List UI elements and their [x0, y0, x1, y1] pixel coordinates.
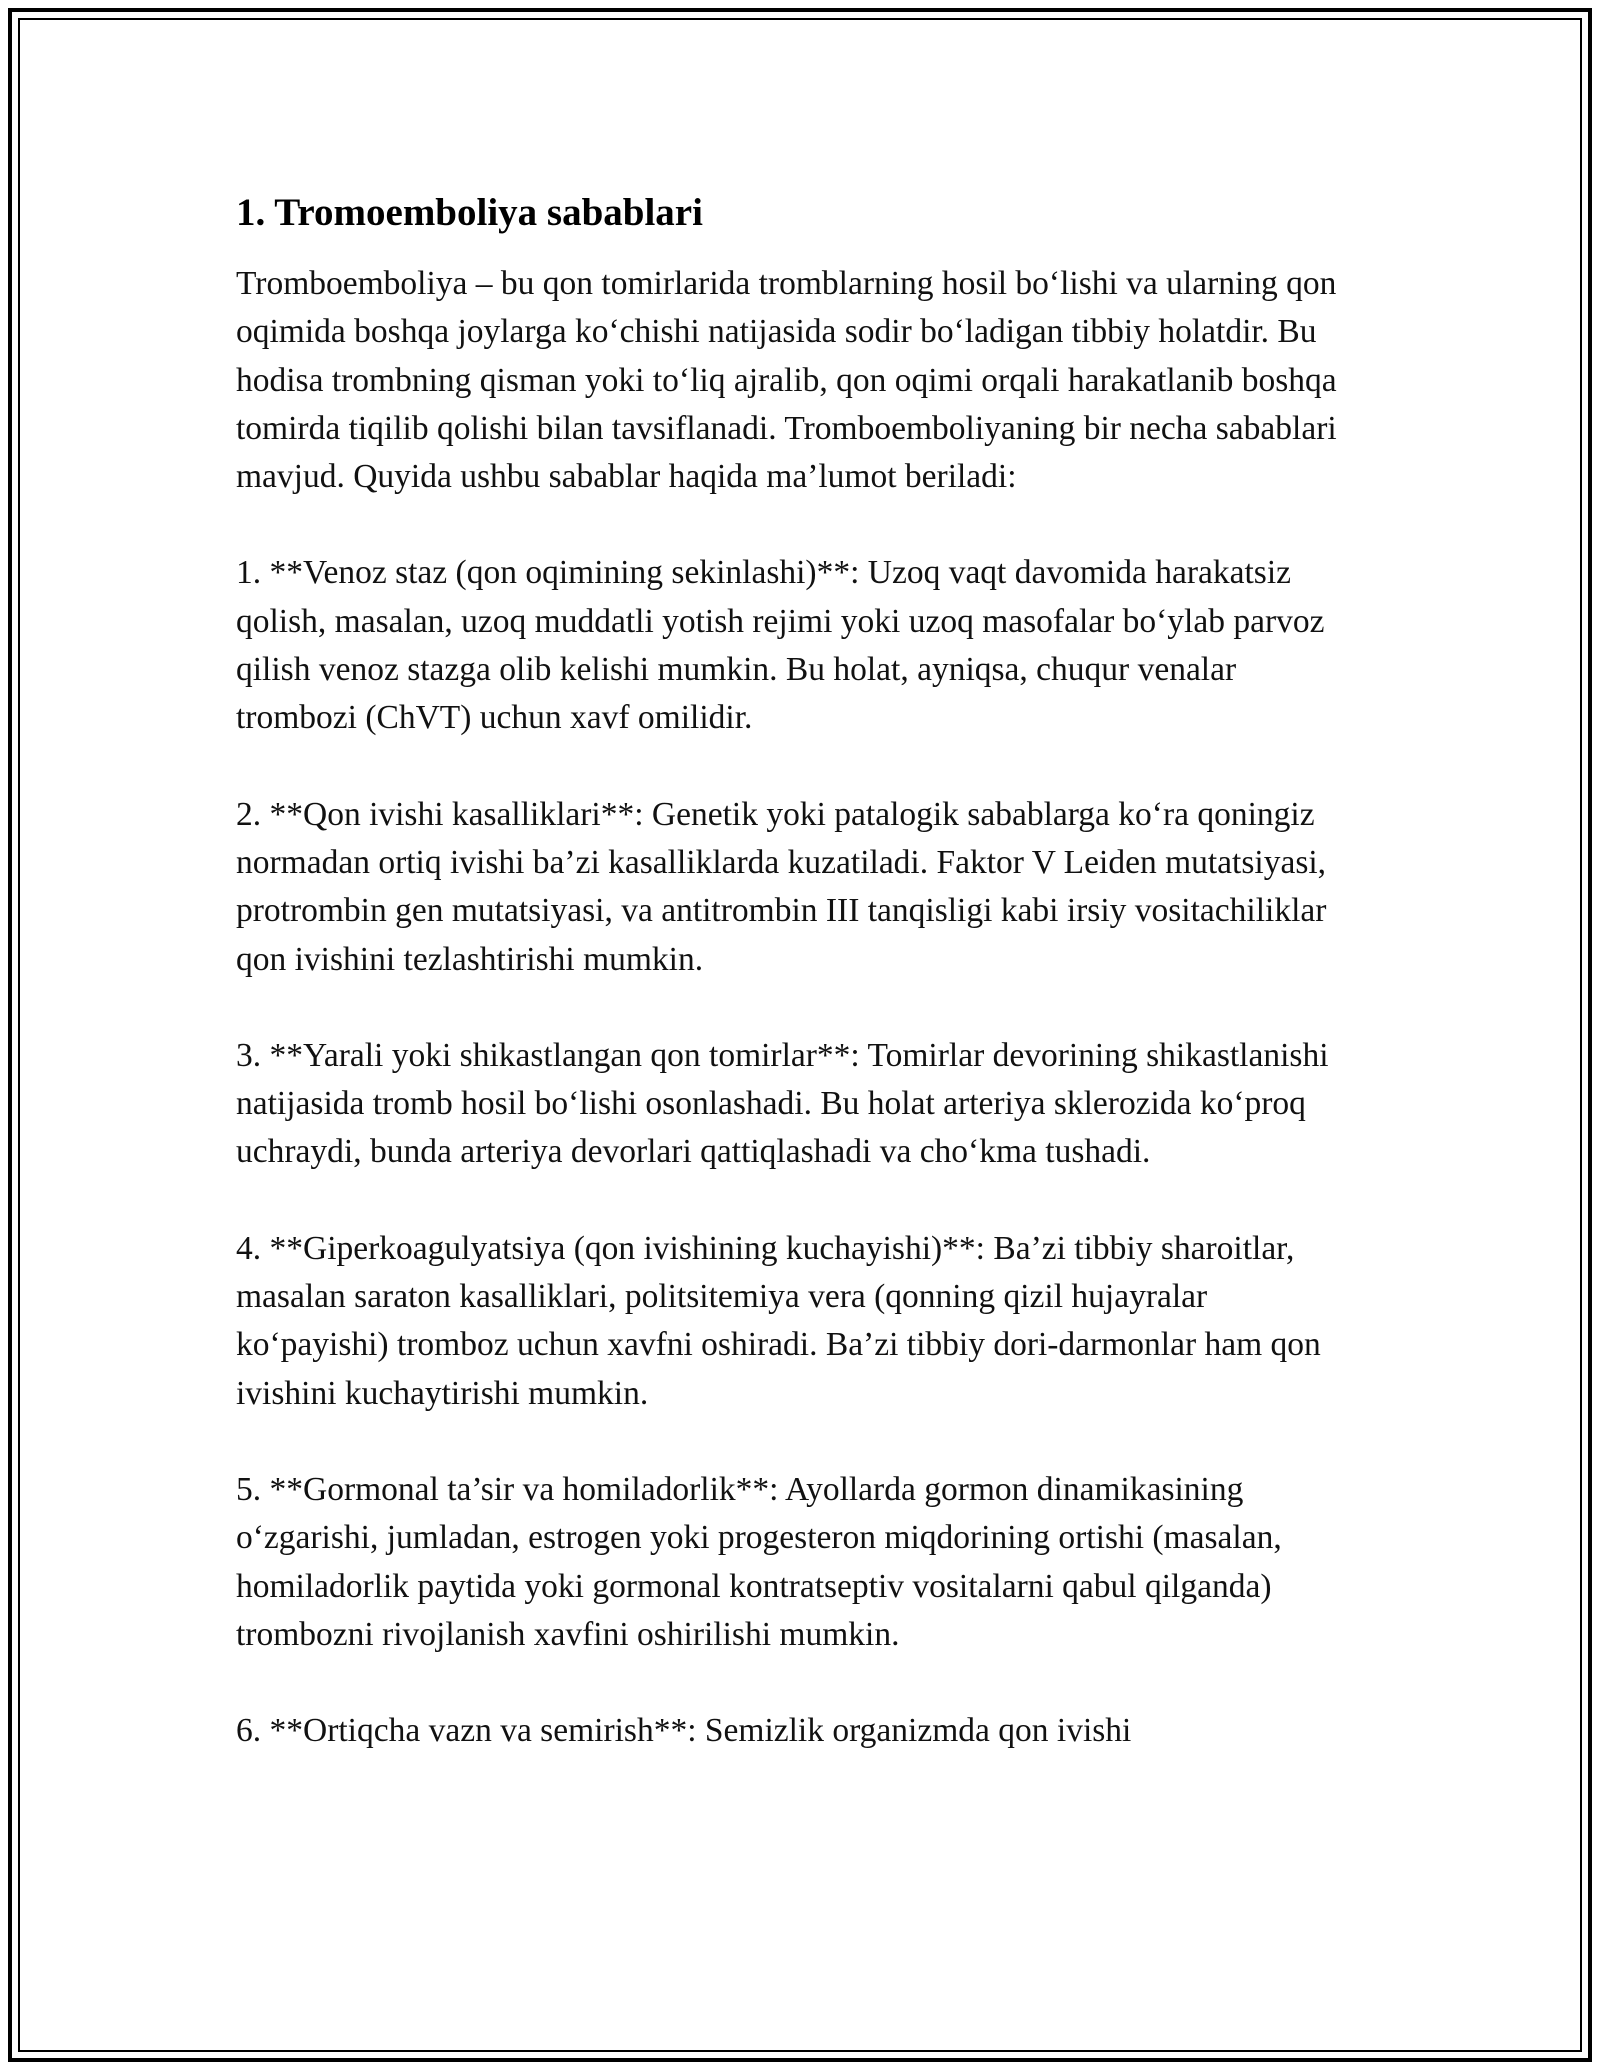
list-item-gormonal-tasir: 5. **Gormonal ta’sir va homiladorlik**: Ayollarda gormon dinamikasining o‘zgarishi, jumladan, estrogen yoki progesteron miqdorining ortishi (masalan, homiladorlik paytida yoki gormonal kontratseptiv vositalarni qabul qilganda) trombozni rivojlanish xavfini oshirilishi mumkin. [236, 1470, 1282, 1653]
intro-paragraph: Tromboemboliya – bu qon tomirlarida tromblarning hosil bo‘lishi va ularning qon oqimida boshqa joylarga ko‘chishi natijasida sodir bo‘ladigan tibbiy holatdir. Bu hodisa trombning qisman yoki to‘liq ajralib, qon oqimi orqali harakatlanib boshqa tomirda tiqilib qolishi bilan tavsiflanadi. Tromboemboliyaning bir necha sabablari mavjud. Quyida ushbu sabablar haqida ma’lumot beriladi: [236, 265, 1337, 496]
document-body [236, 186, 1356, 1755]
list-item-venoz-staz: 1. **Venoz staz (qon oqimining sekinlashi)**: Uzoq vaqt davomida harakatsiz qolish, masalan, uzoq muddatli yotish rejimi yoki uzoq masofalar bo‘ylab parvoz qilish venoz stazga olib kelishi mumkin. Bu holat, ayniqsa, chuqur venalar trombozi (ChVT) uchun xavf omilidir. [236, 554, 1325, 737]
list-item-qon-ivishi-kasalliklari: 2. **Qon ivishi kasalliklari**: Genetik yoki patalogik sabablarga ko‘ra qoningiz normadan ortiq ivishi ba’zi kasalliklarda kuzatiladi. Faktor V Leiden mutatsiyasi, protrombin gen mutatsiyasi, va antitrombin III tanqisligi kabi irsiy vositachiliklar qon ivishini tezlashtirishi mumkin. [236, 795, 1327, 978]
list-item-ortiqcha-vazn: 6. **Ortiqcha vazn va semirish**: Semizlik organizmda qon ivishi [236, 1712, 1132, 1750]
list-item-shikastlangan-tomirlar: 3. **Yarali yoki shikastlangan qon tomirlar**: Tomirlar devorining shikastlanishi natijasida tromb hosil bo‘lishi osonlashadi. Bu holat arteriya sklerozida ko‘proq uchraydi, bunda arteriya devorlari qattiqlashadi va cho‘kma tushadi. [236, 1036, 1329, 1171]
page-title: 1. Tromoemboliya sabablari [236, 191, 703, 234]
list-item-giperkoagulyatsiya: 4. **Giperkoagulyatsiya (qon ivishining kuchayishi)**: Ba’zi tibbiy sharoitlar, masalan saraton kasalliklari, politsitemiya vera (qonning qizil hujayralar ko‘payishi) tromboz uchun xavfni oshiradi. Ba’zi tibbiy dori-darmonlar ham qon ivishini kuchaytirishi mumkin. [236, 1229, 1321, 1412]
